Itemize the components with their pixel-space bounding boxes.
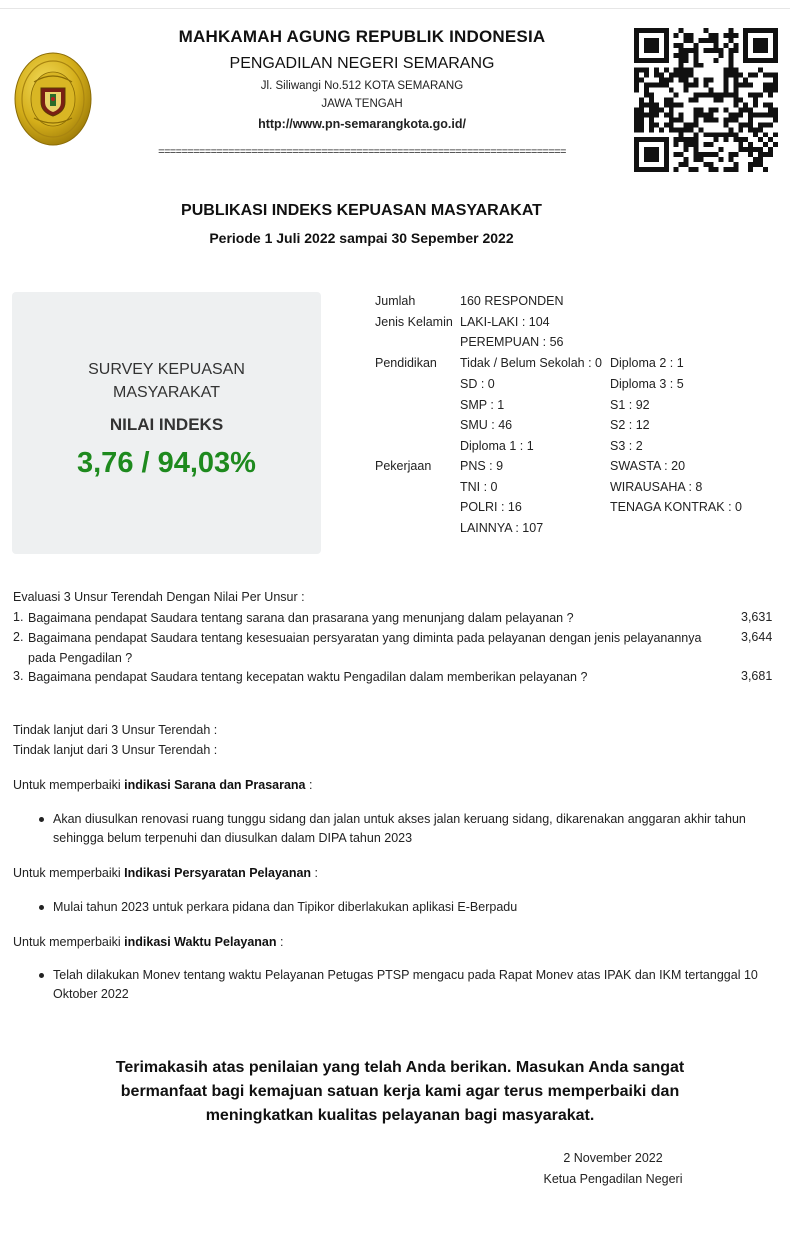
stat-edu-item: S2 : 12 xyxy=(610,418,650,432)
stat-edu-item: Tidak / Belum Sekolah : 0 xyxy=(460,356,602,370)
followup-heading: Tindak lanjut dari 3 Unsur Terendah : xyxy=(13,723,218,737)
stat-jumlah-label: Jumlah xyxy=(375,294,416,308)
index-label: NILAI INDEKS xyxy=(109,415,224,434)
mahkamah-agung-emblem-icon xyxy=(14,52,92,146)
stat-job-item: PNS : 9 xyxy=(460,459,504,473)
court-address: Jl. Siliwangi No.512 KOTA SEMARANG xyxy=(260,80,464,92)
stat-edu-item: Diploma 2 : 1 xyxy=(610,356,684,370)
stat-job-item: SWASTA : 20 xyxy=(610,459,686,473)
thanks-message: Terimakasih atas penilaian yang telah Anda berikan. Masukan Anda sangat bermanfaat bagi kemajuan satuan kerja kami agar terus memperbaiki dan meningkatkan kualitas pelayanan bagi masyarakat. xyxy=(115,1059,685,1124)
followup-section-label: Untuk memperbaiki Indikasi Persyaratan Pelayanan : xyxy=(13,866,319,880)
index-card xyxy=(12,292,321,554)
stat-edu-item: S3 : 2 xyxy=(610,439,643,453)
stat-job-item: TENAGA KONTRAK : 0 xyxy=(610,500,742,514)
stat-job-item: TNI : 0 xyxy=(460,480,498,494)
stat-gender-label: Jenis Kelamin xyxy=(375,315,453,329)
index-value: 3,76 / 94,03% xyxy=(77,447,256,479)
page-title: PUBLIKASI INDEKS KEPUASAN MASYARAKAT xyxy=(181,202,542,219)
bullet-dot-icon xyxy=(39,905,44,910)
stat-edu-item: SD : 0 xyxy=(460,377,495,391)
header-separator: ====================================================================== xyxy=(158,146,566,158)
followup-heading: Tindak lanjut dari 3 Unsur Terendah : xyxy=(13,743,218,757)
followup-section-label: Untuk memperbaiki indikasi Sarana dan Prasarana : xyxy=(13,778,313,792)
institution-name: MAHKAMAH AGUNG REPUBLIK INDONESIA xyxy=(178,27,546,46)
bullet-dot-icon xyxy=(39,817,44,822)
top-divider xyxy=(0,8,790,9)
stat-job-item: LAINNYA : 107 xyxy=(460,521,544,535)
stat-edu-item: Diploma 3 : 5 xyxy=(610,377,684,391)
evaluation-heading: Evaluasi 3 Unsur Terendah Dengan Nilai Per Unsur : xyxy=(13,590,305,604)
stat-edu-item: Diploma 1 : 1 xyxy=(460,439,534,453)
bullet-dot-icon xyxy=(39,973,44,978)
court-province: JAWA TENGAH xyxy=(321,98,403,110)
stat-education-label: Pendidikan xyxy=(375,356,437,370)
stat-job-item: POLRI : 16 xyxy=(460,500,522,514)
court-website-link[interactable]: http://www.pn-semarangkota.go.id/ xyxy=(258,117,466,131)
survey-title: SURVEY KEPUASAN MASYARAKAT xyxy=(88,361,245,401)
stat-edu-item: SMU : 46 xyxy=(460,418,513,432)
stat-jumlah-value: 160 RESPONDEN xyxy=(460,294,564,308)
followup-section-label: Untuk memperbaiki indikasi Waktu Pelayanan : xyxy=(13,935,284,949)
stat-female: PEREMPUAN : 56 xyxy=(460,335,564,349)
signature-role: Ketua Pengadilan Negeri xyxy=(543,1172,683,1186)
stat-edu-item: SMP : 1 xyxy=(460,398,505,412)
period-subtitle: Periode 1 Juli 2022 sampai 30 Sepember 2022 xyxy=(209,230,514,246)
stat-job-item: WIRAUSAHA : 8 xyxy=(610,480,703,494)
signature-date: 2 November 2022 xyxy=(563,1151,663,1165)
stat-job-label: Pekerjaan xyxy=(375,459,432,473)
stat-male: LAKI-LAKI : 104 xyxy=(460,315,550,329)
qr-code-icon xyxy=(634,28,778,172)
stat-edu-item: S1 : 92 xyxy=(610,398,650,412)
court-name: PENGADILAN NEGERI SEMARANG xyxy=(229,55,495,72)
